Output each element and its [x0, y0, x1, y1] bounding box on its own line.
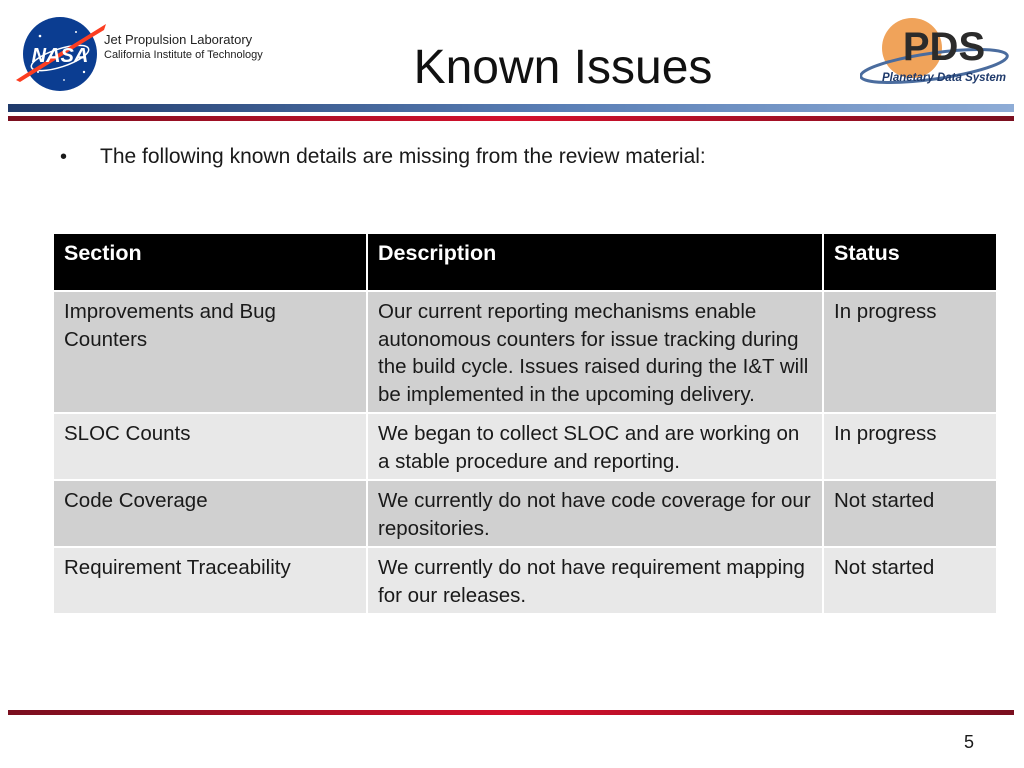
- table-header-row: [53, 233, 997, 291]
- header-section: Section: [53, 233, 367, 291]
- header-divider-blue: [8, 104, 1014, 112]
- cell-section: Code Coverage: [53, 480, 367, 547]
- table-row: [53, 480, 997, 547]
- bullet-text: The following known details are missing from the review material:: [100, 145, 706, 168]
- cell-description: We currently do not have code coverage for our repositories.: [367, 480, 823, 547]
- table-row: [53, 291, 997, 413]
- page-number: 5: [963, 732, 974, 752]
- cell-section: Improvements and Bug Counters: [53, 291, 367, 413]
- table-row: [53, 413, 997, 480]
- pds-logo: [860, 14, 1010, 96]
- nasa-logo-text: NASA: [31, 45, 89, 67]
- slide-title: Known Issues: [413, 41, 713, 94]
- header-divider-red: [8, 116, 1014, 121]
- header-status: Status: [823, 233, 997, 291]
- cell-description: We began to collect SLOC and are working on a stable procedure and reporting.: [367, 413, 823, 480]
- pds-logo-subtitle: Planetary Data System: [881, 72, 1007, 84]
- org-affiliation: California Institute of Technology: [104, 49, 263, 61]
- cell-section: Requirement Traceability: [53, 547, 367, 614]
- cell-status: Not started: [823, 547, 997, 614]
- nasa-logo: [14, 14, 108, 94]
- cell-section: SLOC Counts: [53, 413, 367, 480]
- footer-divider: [8, 710, 1014, 715]
- org-block: [104, 32, 263, 62]
- cell-status: Not started: [823, 480, 997, 547]
- cell-description: We currently do not have requirement mapping for our releases.: [367, 547, 823, 614]
- cell-status: In progress: [823, 291, 997, 413]
- table-row: [53, 547, 997, 614]
- cell-description: Our current reporting mechanisms enable autonomous counters for issue tracking during the build cycle. Issues raised during the I&T will be implemented in the upcoming delivery.: [367, 291, 823, 413]
- pds-logo-text: PDS: [902, 25, 986, 69]
- bullet-marker: •: [60, 146, 68, 168]
- known-issues-table: [52, 232, 998, 615]
- cell-status: In progress: [823, 413, 997, 480]
- header-description: Description: [367, 233, 823, 291]
- org-name: Jet Propulsion Laboratory: [104, 32, 253, 47]
